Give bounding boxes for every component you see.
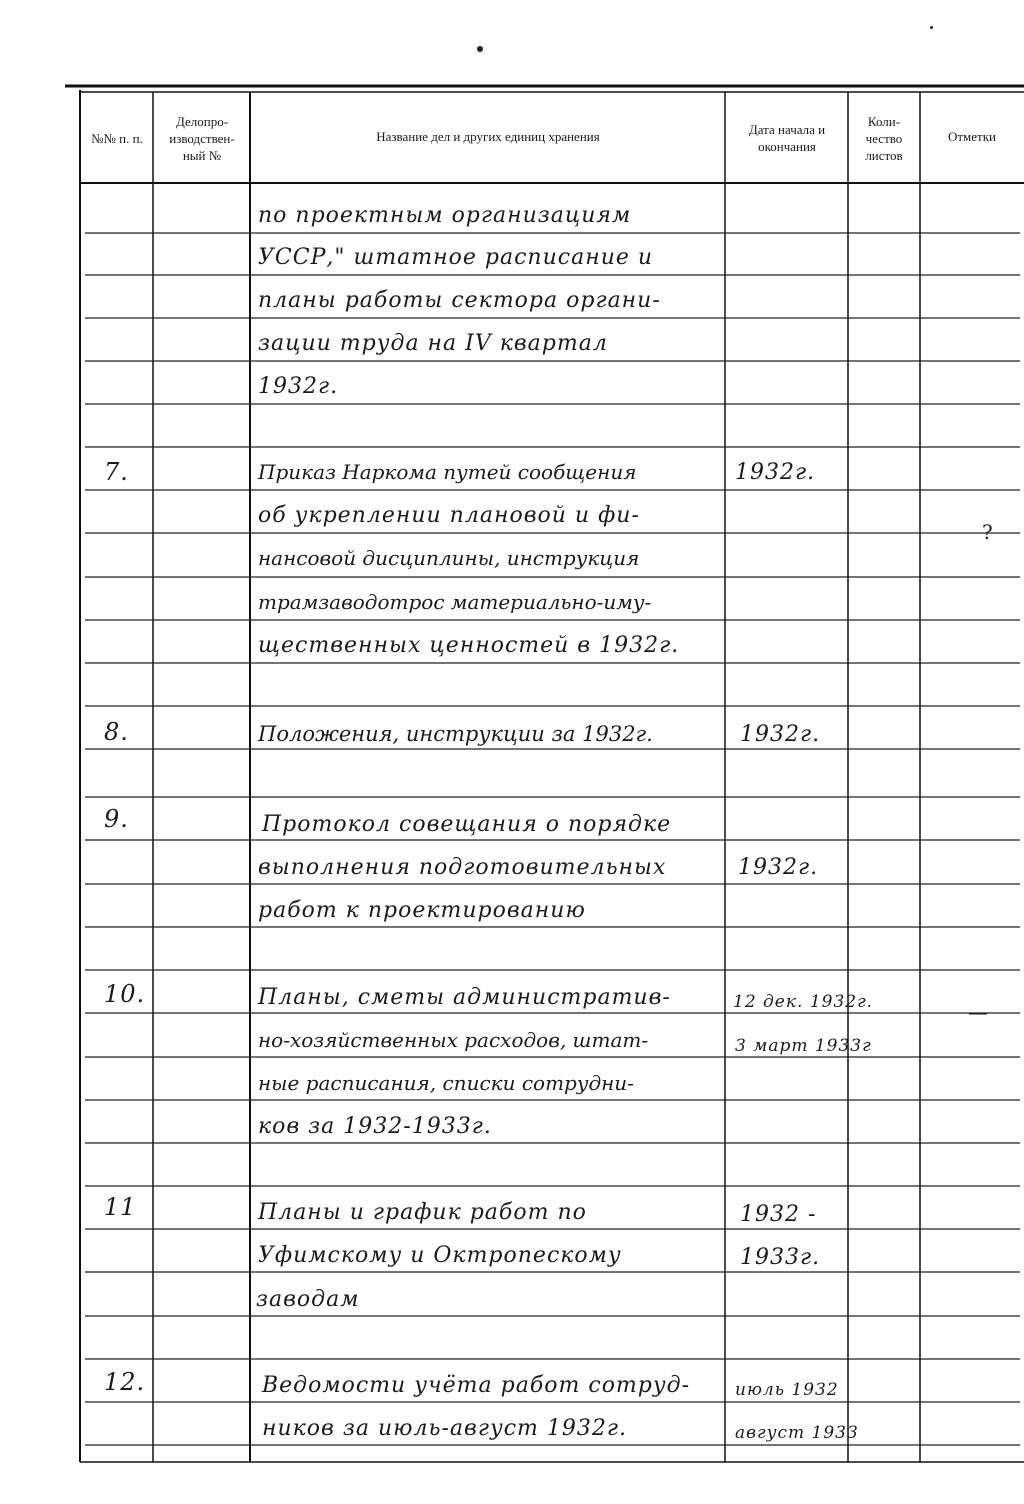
entry-title-line: по проектным организациям (258, 203, 632, 228)
entry-title-line: Положения, инструкции за 1932г. (258, 722, 653, 746)
entry-number: 8. (104, 718, 129, 746)
header-dates: Дата начала и окончания (748, 122, 826, 154)
entry-date-start: июль 1932 (735, 1380, 839, 1400)
entry-title-line: Планы, сметы административ- (258, 985, 671, 1010)
entry-date-start: 12 дек. 1932г. (733, 992, 874, 1012)
entry-number: 9. (104, 805, 129, 833)
entry-date-start: 1932 - (740, 1202, 817, 1227)
entry-title-line: Ведомости учёта работ сотруд- (262, 1373, 691, 1398)
entry-number: 11 (104, 1193, 137, 1221)
entry-date-end: 3 март 1933г (735, 1036, 872, 1056)
entry-date: 1932г. (735, 460, 816, 485)
entry-title-line: трамзаводотрос материально-иму- (258, 590, 652, 614)
entry-title-line: Приказ Наркома путей сообщения (258, 460, 637, 484)
entry-title-line: но-хозяйственных расходов, штат- (258, 1028, 649, 1052)
margin-dash-mark: — (968, 1000, 988, 1024)
entry-title-line: зации труда на IV квартал (258, 331, 608, 356)
entry-title-line: ников за июль-август 1932г. (262, 1416, 627, 1441)
header-notes: Отметки (947, 128, 997, 144)
entry-date: 1932г. (740, 722, 821, 747)
entry-title-line: об укреплении плановой и фи- (258, 503, 640, 528)
entry-date-end: 1933г. (740, 1245, 821, 1270)
entry-title-line: нансовой дисциплины, инструкция (258, 546, 640, 570)
entry-title-line: ные расписания, списки сотрудни- (258, 1071, 634, 1095)
entry-title-line: планы работы сектора органи- (258, 288, 661, 313)
entry-title-line: щественных ценностей в 1932г. (258, 633, 680, 658)
entry-title-line: заводам (256, 1287, 360, 1312)
entry-title-line: 1932г. (258, 374, 339, 399)
header-sheets: Коли- чество листов (865, 113, 903, 163)
entry-date-end: август 1933 (735, 1423, 859, 1443)
entry-title-line: работ к проектированию (258, 898, 586, 923)
entry-title-line: Протокол совещания о порядке (262, 812, 672, 837)
entry-title-line: Уфимскому и Октропескому (258, 1243, 622, 1268)
entry-number: 7. (104, 458, 129, 486)
entry-number: 12. (104, 1368, 146, 1396)
margin-question-mark: ? (982, 520, 993, 544)
entry-title-line: выполнения подготовительных (258, 855, 667, 880)
entry-title-line: ков за 1932-1933г. (258, 1114, 492, 1139)
header-number: №№ п. п. (91, 130, 143, 146)
entry-date: 1932г. (738, 855, 819, 880)
entry-number: 10. (104, 980, 146, 1008)
entry-title-line: УССР," штатное расписание и (258, 245, 654, 270)
entry-title-line: Планы и график работ по (258, 1200, 587, 1225)
header-title: Название дел и других единиц хранения (376, 128, 600, 144)
header-office-number: Делопро- изводствен- ный № (169, 113, 235, 163)
